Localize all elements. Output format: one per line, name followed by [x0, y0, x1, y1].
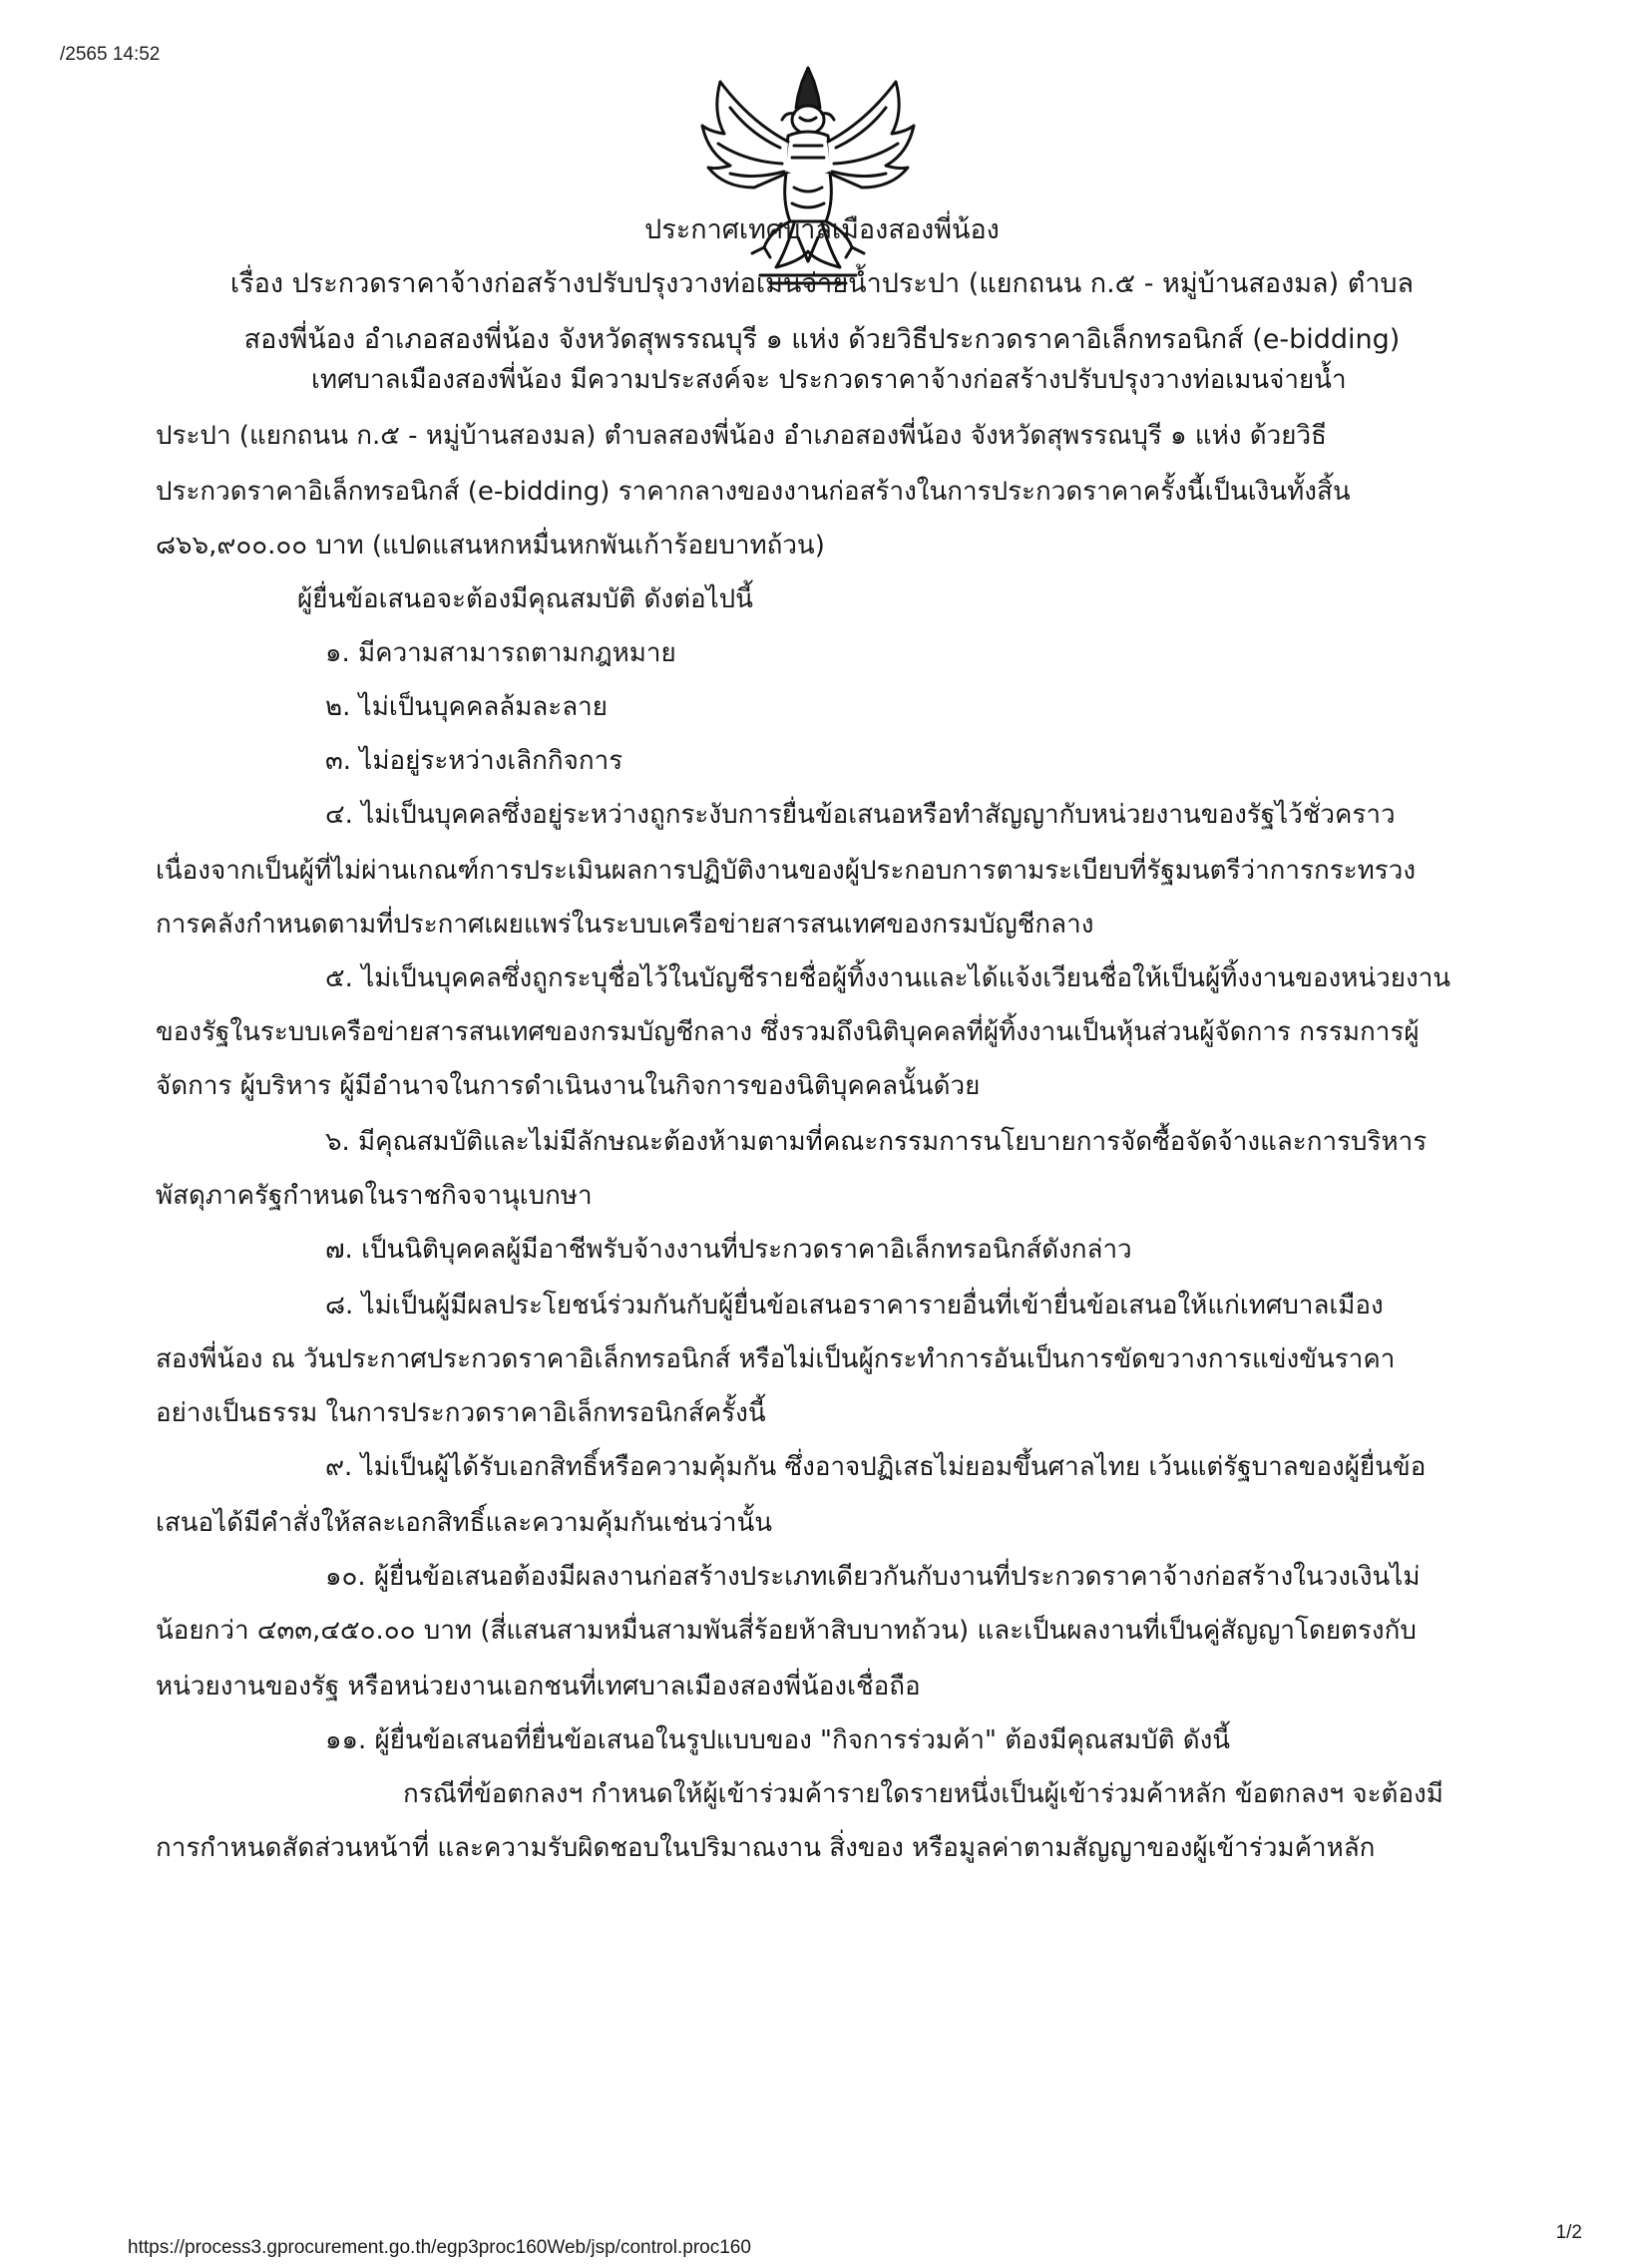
subject-line-2: สองพี่น้อง อำเภอสองพี่น้อง จังหวัดสุพรรณบุรี ๑ แห่ง ด้วยวิธีประกวดราคาอิเล็กทรอนิกส์ (e-bidding) [243, 324, 1401, 355]
body-line: น้อยกว่า ๔๓๓,๔๕๐.๐๐ บาท (สี่แสนสามหมื่นสามพันสี่ร้อยห้าสิบบาทถ้วน) และเป็นผลงานที่เป็นคู่สัญญาโดยตรงกับ [156, 1616, 1417, 1646]
body-line: การคลังกำหนดตามที่ประกาศเผยแพร่ในระบบเครือข่ายสารสนเทศของกรมบัญชีกลาง [156, 910, 1094, 940]
body-line: หน่วยงานของรัฐ หรือหน่วยงานเอกชนที่เทศบาลเมืองสองพี่น้องเชื่อถือ [156, 1672, 921, 1701]
body-line: อย่างเป็นธรรม ในการประกวดราคาอิเล็กทรอนิกส์ครั้งนี้ [156, 1398, 766, 1428]
body-line: ๙. ไม่เป็นผู้ได้รับเอกสิทธิ์หรือความคุ้มกัน ซึ่งอาจปฏิเสธไม่ยอมขึ้นศาลไทย เว้นแต่รัฐบาลของผู้ยื่นข้อ [325, 1452, 1427, 1482]
print-timestamp: /2565 14:52 [60, 44, 161, 65]
body-line: ๗. เป็นนิติบุคคลผู้มีอาชีพรับจ้างงานที่ประกวดราคาอิเล็กทรอนิกส์ดังกล่าว [325, 1235, 1132, 1265]
footer-url: https://process3.gprocurement.go.th/egp3proc160Web/jsp/control.proc160 [128, 2237, 751, 2258]
body-line: ประกวดราคาอิเล็กทรอนิกส์ (e-bidding) ราคากลางของงานก่อสร้างในการประกวดราคาครั้งนี้เป็นเงินทั้งสิ้น [156, 477, 1351, 507]
body-line: ๘๖๖,๙๐๐.๐๐ บาท (แปดแสนหกหมื่นหกพันเก้าร้อยบาทถ้วน) [156, 531, 825, 561]
body-line: ๕. ไม่เป็นบุคคลซึ่งถูกระบุชื่อไว้ในบัญชีรายชื่อผู้ทิ้งงานและได้แจ้งเวียนชื่อให้เป็นผู้ทิ้งงานของหน่วยงาน [325, 963, 1451, 993]
body-line: ๓. ไม่อยู่ระหว่างเลิกกิจการ [325, 746, 623, 776]
body-line: ๘. ไม่เป็นผู้มีผลประโยชน์ร่วมกันกับผู้ยื่นข้อเสนอราคารายอื่นที่เข้ายื่นข้อเสนอให้แก่เทศบาลเมือง [325, 1291, 1384, 1321]
body-line: ๔. ไม่เป็นบุคคลซึ่งอยู่ระหว่างถูกระงับการยื่นข้อเสนอหรือทำสัญญากับหน่วยงานของรัฐไว้ชั่วคราว [325, 800, 1396, 830]
subject-line-1: เรื่อง ประกวดราคาจ้างก่อสร้างปรับปรุงวางท่อเมนจ่ายน้ำประปา (แยกถนน ก.๕ - หมู่บ้านสองมล) ตำบล [229, 268, 1415, 299]
body-line: ๖. มีคุณสมบัติและไม่มีลักษณะต้องห้ามตามที่คณะกรรมการนโยบายการจัดซื้อจัดจ้างและการบริหาร [325, 1127, 1428, 1157]
body-line: สองพี่น้อง ณ วันประกาศประกวดราคาอิเล็กทรอนิกส์ หรือไม่เป็นผู้กระทำการอันเป็นการขัดขวางการแข่งขันราคา [156, 1344, 1396, 1374]
body-line: ๑. มีความสามารถตามกฎหมาย [325, 638, 676, 668]
body-line: จัดการ ผู้บริหาร ผู้มีอำนาจในการดำเนินงานในกิจการของนิติบุคคลนั้นด้วย [156, 1071, 981, 1101]
page-number: 1/2 [1555, 2222, 1582, 2243]
body-line: ประปา (แยกถนน ก.๕ - หมู่บ้านสองมล) ตำบลสองพี่น้อง อำเภอสองพี่น้อง จังหวัดสุพรรณบุรี ๑ แห่ง ด้วยวิธี [156, 421, 1327, 451]
announcement-title: ประกาศเทศบาลเมืองสองพี่น้อง [644, 214, 1000, 245]
body-line: ผู้ยื่นข้อเสนอจะต้องมีคุณสมบัติ ดังต่อไปนี้ [297, 584, 753, 614]
body-line: กรณีที่ข้อตกลงฯ กำหนดให้ผู้เข้าร่วมค้ารายใดรายหนึ่งเป็นผู้เข้าร่วมค้าหลัก ข้อตกลงฯ จะต้องมี [403, 1779, 1443, 1809]
body-line: การกำหนดสัดส่วนหน้าที่ และความรับผิดชอบในปริมาณงาน สิ่งของ หรือมูลค่าตามสัญญาของผู้เข้าร่วมค้าหลัก [156, 1833, 1376, 1863]
body-line: ของรัฐในระบบเครือข่ายสารสนเทศของกรมบัญชีกลาง ซึ่งรวมถึงนิติบุคคลที่ผู้ทิ้งงานเป็นหุ้นส่วนผู้จัดการ กรรมการผู้ [156, 1017, 1420, 1047]
body-line: ๒. ไม่เป็นบุคคลล้มละลาย [325, 692, 609, 722]
body-line: พัสดุภาครัฐกำหนดในราชกิจจานุเบกษา [156, 1181, 593, 1211]
body-line: เสนอได้มีคำสั่งให้สละเอกสิทธิ์และความคุ้มกันเช่นว่านั้น [156, 1508, 773, 1538]
garuda-emblem-icon [690, 62, 926, 291]
body-line: ๑๐. ผู้ยื่นข้อเสนอต้องมีผลงานก่อสร้างประเภทเดียวกันกับงานที่ประกวดราคาจ้างก่อสร้างในวงเงินไม่ [325, 1562, 1421, 1592]
body-line: เทศบาลเมืองสองพี่น้อง มีความประสงค์จะ ประกวดราคาจ้างก่อสร้างปรับปรุงวางท่อเมนจ่ายน้ำ [311, 365, 1347, 395]
body-line: เนื่องจากเป็นผู้ที่ไม่ผ่านเกณฑ์การประเมินผลการปฏิบัติงานของผู้ประกอบการตามระเบียบที่รัฐมนตรีว่าการกระทรวง [156, 856, 1417, 886]
body-line: ๑๑. ผู้ยื่นข้อเสนอที่ยื่นข้อเสนอในรูปแบบของ "กิจการร่วมค้า" ต้องมีคุณสมบัติ ดังนี้ [325, 1725, 1231, 1755]
